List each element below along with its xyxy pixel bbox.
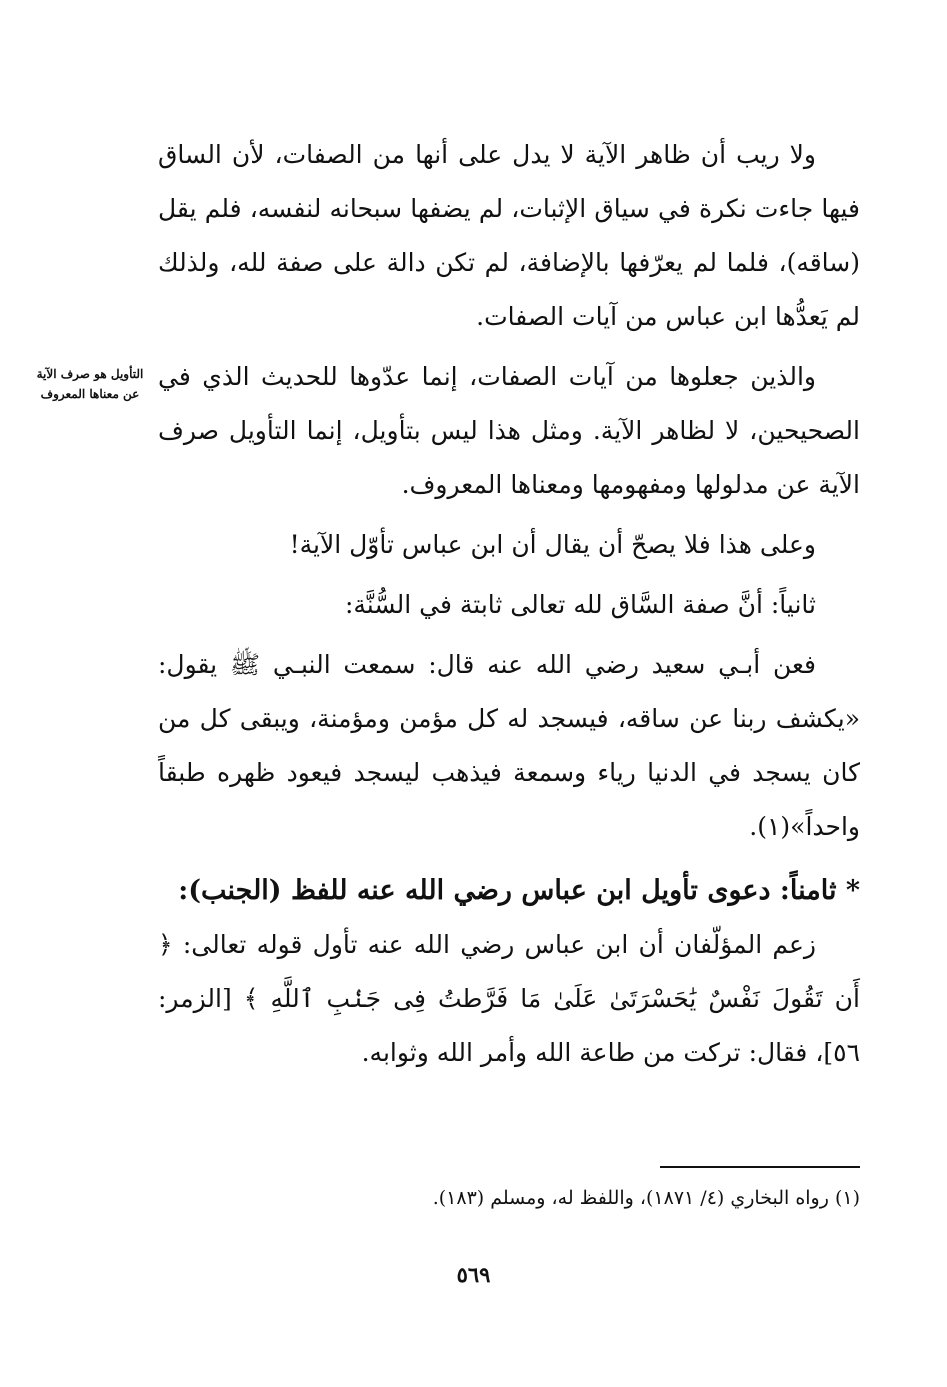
paragraph-2: والذين جعلوها من آيات الصفات، إنما عدّوها للحديث الذي في الصحيحين، لا لظاهر الآية. ومثل هذا ليس بتأويل، إنما التأويل صرف الآية عن مدلولها ومفهومها ومعناها المعروف. bbox=[158, 362, 861, 499]
paragraph-1: ولا ريب أن ظاهر الآية لا يدل على أنها من الصفات، لأن الساق فيها جاءت نكرة في سياق الإثبات، لم يضفها سبحانه لنفسه، فلم يقل (ساقه)، فلما لم يعرّفها بالإضافة، لم تكن دالة على صفة لله، ولذلك لم يَعدُّها ابن عباس من آيات الصفات. bbox=[158, 140, 860, 331]
margin-note: التأويل هو صرف الآية عن معناها المعروف bbox=[36, 367, 144, 401]
paragraph-5: فعن أبـي سعيد رضي الله عنه قال: سمعت النبـي ﷺ يقول: «يكشف ربنا عن ساقه، فيسجد له كل مؤمن ومؤمنة، ويبقى كل من كان يسجد في الدنيا رياء وسمعة فيذهب ليسجد فيعود ظهره طبقاً واحداً»(١). bbox=[158, 650, 860, 841]
paragraph-4: ثانياً: أنَّ صفة السَّاق لله تعالى ثابتة في السُّنَّة: bbox=[344, 590, 816, 619]
footnote: (١) رواه البخاري (٤/ ١٨٧١)، واللفظ له، ومسلم (١٨٣). bbox=[432, 1187, 860, 1209]
footnote-divider bbox=[660, 1166, 860, 1168]
section-heading: * ثامناً: دعوى تأويل ابن عباس رضي الله عنه للفظ (الجنب): bbox=[178, 875, 860, 906]
main-text bbox=[158, 128, 860, 1080]
page-number: ٥٦٩ bbox=[456, 1262, 491, 1287]
paragraph-3: وعلى هذا فلا يصحّ أن يقال أن ابن عباس تأوّل الآية! bbox=[289, 530, 816, 559]
paragraph-6: زعم المؤلّفان أن ابن عباس رضي الله عنه تأول قوله تعالى: ﴿ أَن تَقُولَ نَفْسٌ يَٰحَسْرَتَىٰ عَلَىٰ مَا فَرَّطتُ فِى جَنۢبِ ٱللَّهِ ﴾ [الزمر: ٥٦]، فقال: تركت من طاعة الله وأمر الله وثوابه. bbox=[158, 930, 860, 1067]
